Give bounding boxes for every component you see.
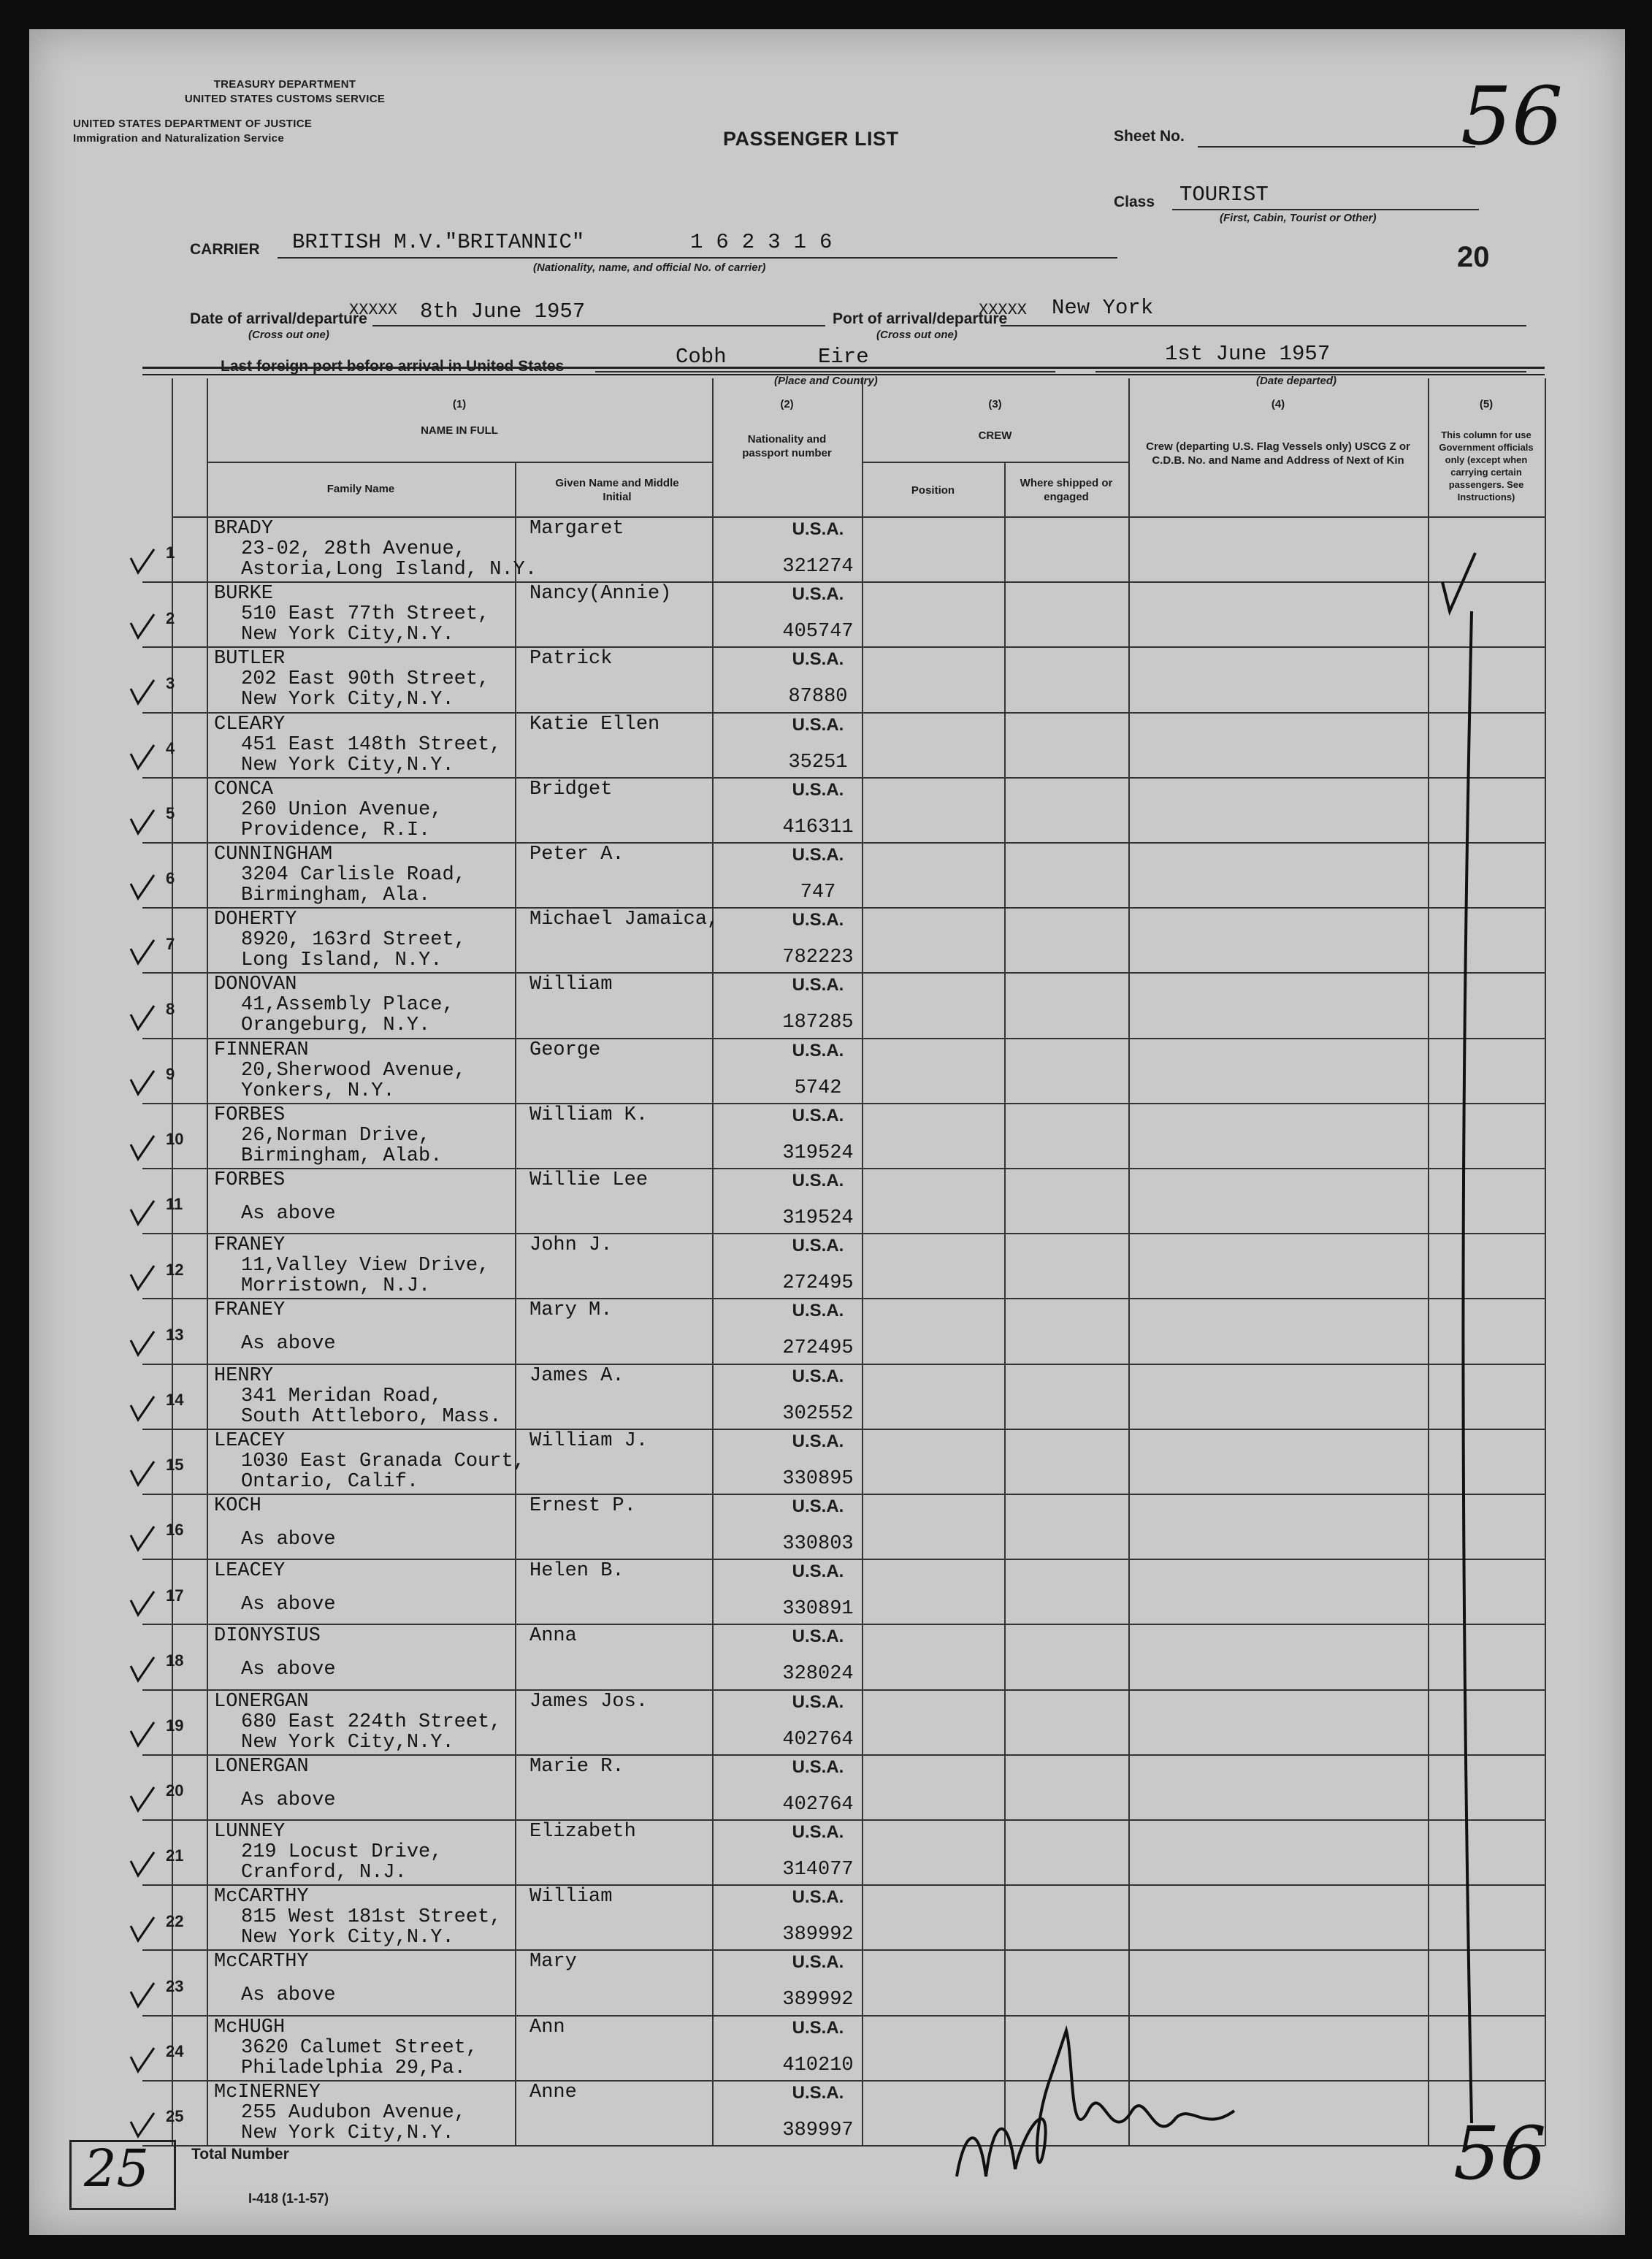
row-number: 17 [166, 1586, 184, 1605]
row-check-mark [128, 809, 157, 838]
family-name: LEACEY [214, 1429, 286, 1452]
nationality: U.S.A. [792, 1497, 844, 1516]
family-name: CLEARY [214, 713, 286, 735]
family-name: KOCH [214, 1495, 261, 1517]
nationality: U.S.A. [792, 975, 844, 995]
family-name: FRANEY [214, 1299, 286, 1322]
passport-number: 35251 [788, 751, 848, 773]
given-name: William [529, 974, 613, 996]
col-5-title: This column for use Government officials only (except when carrying certain passengers. See Instructions) [1439, 429, 1534, 502]
family-name: McCARTHY [214, 1886, 309, 1908]
address-line-2: New York City,N.Y. [241, 624, 454, 646]
table-row [142, 1298, 1545, 1364]
given-name: Willie Lee [529, 1169, 649, 1191]
address-line-2: Philadelphia 29,Pa. [241, 2057, 466, 2079]
carrier-label: CARRIER [190, 241, 260, 258]
class-value: TOURIST [1179, 183, 1269, 207]
family-name: FINNERAN [214, 1039, 309, 1061]
address-line-1: 20,Sherwood Avenue, [241, 1059, 466, 1082]
family-name: CUNNINGHAM [214, 844, 333, 865]
table-row [142, 1949, 1545, 2016]
row-check-mark [128, 2046, 157, 2076]
row-number: 2 [166, 608, 175, 627]
family-name: BUTLER [214, 648, 286, 670]
nationality: U.S.A. [792, 649, 844, 670]
table-row [142, 712, 1545, 779]
nationality: U.S.A. [792, 1366, 844, 1386]
passport-number: 87880 [788, 686, 848, 708]
table-row [142, 1233, 1545, 1299]
given-name: William [529, 1886, 613, 1908]
address-line-1: As above [241, 1659, 336, 1681]
agency-block-2 [73, 117, 312, 146]
row-check-mark [128, 874, 157, 903]
address-line-1: 3620 Calumet Street, [241, 2036, 478, 2059]
passport-number: 272495 [782, 1272, 854, 1295]
passport-number: 782223 [782, 947, 854, 969]
row-number: 16 [166, 1521, 184, 1540]
nationality: U.S.A. [792, 1171, 844, 1190]
row-check-mark [128, 1590, 157, 1619]
agency-block [131, 77, 438, 107]
address-line-1: 815 West 181st Street, [241, 1906, 502, 1929]
table-row [142, 1103, 1545, 1169]
row-number: 9 [166, 1065, 175, 1084]
passport-number: 302552 [782, 1402, 854, 1425]
row-number: 10 [166, 1130, 184, 1149]
given-name: James A. [529, 1364, 624, 1387]
address-line-1: 1030 East Granada Court, [241, 1450, 525, 1472]
table-row [142, 1884, 1545, 1951]
address-line-2: South Attleboro, Mass. [241, 1405, 502, 1428]
col-3-number: (3) [988, 398, 1002, 410]
port-caption: (Cross out one) [876, 329, 957, 341]
family-name: LONERGAN [214, 1690, 309, 1713]
row-check-mark [128, 1264, 157, 1293]
table-row [142, 777, 1545, 844]
sheet-label: Sheet No. [1114, 128, 1185, 145]
nationality: U.S.A. [792, 584, 844, 605]
family-name: FORBES [214, 1169, 286, 1191]
address-line-2: New York City,N.Y. [241, 1927, 454, 1949]
row-number: 4 [166, 739, 175, 758]
agency-line-3: UNITED STATES DEPARTMENT OF JUSTICE [73, 118, 313, 130]
given-name: Mary M. [529, 1299, 613, 1322]
family-name: McHUGH [214, 2016, 286, 2038]
passport-number: 402764 [782, 1793, 854, 1816]
family-name: DIONYSIUS [214, 1625, 321, 1648]
col-position-header: Position [911, 484, 955, 497]
address-line-1: 510 East 77th Street, [241, 603, 490, 626]
port-label: Port of arrival/departure [833, 310, 1008, 327]
family-name: McCARTHY [214, 1951, 309, 1973]
row-check-mark [128, 1721, 157, 1750]
col-family-header: Family Name [326, 483, 395, 495]
passport-number: 410210 [782, 2054, 854, 2076]
family-name: LONERGAN [214, 1755, 309, 1778]
col-4-number: (4) [1271, 398, 1285, 410]
row-check-mark [128, 1916, 157, 1945]
passport-number: 319524 [782, 1142, 854, 1164]
nationality: U.S.A. [792, 2082, 844, 2103]
agency-line-2: UNITED STATES CUSTOMS SERVICE [184, 93, 386, 105]
given-name: William J. [529, 1429, 649, 1452]
table-row [142, 1819, 1545, 1886]
row-number: 18 [166, 1651, 184, 1670]
page-number: 20 [1457, 241, 1490, 273]
table-row [142, 1559, 1545, 1625]
given-name: Marie R. [529, 1755, 624, 1778]
passport-number: 272495 [782, 1337, 854, 1360]
col-1-number: (1) [452, 398, 467, 410]
agency-line-4: Immigration and Naturalization Service [73, 132, 284, 145]
passenger-list-document [29, 29, 1625, 2235]
row-check-mark [128, 1786, 157, 1815]
col-3-title: CREW [978, 429, 1012, 442]
arrival-date-struck: XXXXX [349, 301, 398, 319]
last-port-country: Eire [818, 345, 869, 369]
nationality: U.S.A. [792, 1887, 844, 1908]
row-number: 22 [166, 1911, 184, 1930]
row-check-mark [128, 1395, 157, 1424]
address-line-2: Providence, R.I. [241, 819, 431, 841]
row-check-mark [128, 1004, 157, 1033]
table-row [142, 646, 1545, 713]
nationality: U.S.A. [792, 1627, 844, 1647]
row-number: 8 [166, 999, 175, 1018]
row-check-mark [128, 2111, 157, 2141]
passport-number: 747 [800, 882, 836, 903]
row-number: 13 [166, 1325, 184, 1344]
address-line-1: 260 Union Avenue, [241, 798, 443, 821]
total-number-value: 25 [84, 2138, 150, 2198]
table-row [142, 2015, 1545, 2082]
family-name: BURKE [214, 583, 274, 605]
given-name: Michael Jamaica, [529, 909, 719, 931]
carrier-official-no: 162316 [690, 230, 846, 254]
row-check-mark [128, 1981, 157, 2011]
row-number: 14 [166, 1391, 184, 1410]
row-check-mark [128, 1851, 157, 1880]
row-number: 5 [166, 804, 175, 823]
given-name: George [529, 1039, 601, 1061]
carrier-value: BRITISH M.V."BRITANNIC" [292, 230, 585, 254]
given-name: Bridget [529, 778, 613, 800]
address-line-1: 8920, 163rd Street, [241, 929, 466, 952]
table-row [142, 1038, 1545, 1104]
nationality: U.S.A. [792, 779, 844, 800]
passenger-table [142, 367, 1545, 2171]
nationality: U.S.A. [792, 1692, 844, 1712]
address-line-1: 451 East 148th Street, [241, 733, 502, 756]
row-number: 12 [166, 1260, 184, 1279]
address-line-2: New York City,N.Y. [241, 754, 454, 776]
family-name: BRADY [214, 518, 274, 540]
passport-number: 389992 [782, 1989, 854, 2011]
given-name: Ernest P. [529, 1495, 636, 1517]
row-number: 3 [166, 673, 175, 692]
address-line-1: 41,Assembly Place, [241, 994, 454, 1017]
col-shipped-header: Where shipped or engaged [1020, 477, 1113, 503]
nationality: U.S.A. [792, 519, 844, 539]
row-number: 15 [166, 1456, 184, 1475]
address-line-1: As above [241, 1984, 336, 2007]
passport-number: 319524 [782, 1207, 854, 1229]
row-number: 23 [166, 1976, 184, 1995]
row-check-mark [128, 1134, 157, 1163]
last-port-place: Cobh [676, 345, 727, 369]
address-line-2: Long Island, N.Y. [241, 949, 443, 972]
given-name: John J. [529, 1234, 613, 1257]
address-line-1: As above [241, 1203, 336, 1225]
table-row [142, 2080, 1545, 2147]
passport-number: 389997 [782, 2119, 854, 2141]
passport-number: 405747 [782, 621, 854, 643]
col-2-title: Nationality and passport number [742, 433, 832, 459]
row-check-mark [128, 548, 157, 577]
table-row [142, 1494, 1545, 1560]
family-name: DONOVAN [214, 974, 297, 996]
agency-line-1: TREASURY DEPARTMENT [213, 78, 356, 91]
address-line-2: Birmingham, Alab. [241, 1144, 443, 1167]
family-name: FORBES [214, 1104, 286, 1126]
address-line-1: 219 Locust Drive, [241, 1841, 443, 1863]
address-line-2: Astoria,Long Island, N.Y. [241, 559, 538, 581]
address-line-2: Ontario, Calif. [241, 1470, 419, 1493]
address-line-2: New York City,N.Y. [241, 689, 454, 711]
address-line-1: 341 Meridan Road, [241, 1385, 443, 1407]
given-name: Nancy(Annie) [529, 583, 672, 605]
family-name: FRANEY [214, 1234, 286, 1257]
given-name: Mary [529, 1951, 577, 1973]
address-line-1: 680 East 224th Street, [241, 1711, 502, 1733]
passport-number: 416311 [782, 816, 854, 838]
address-line-2: New York City,N.Y. [241, 1731, 454, 1754]
col-2-number: (2) [780, 398, 794, 410]
family-name: LUNNEY [214, 1821, 286, 1843]
family-name: DOHERTY [214, 909, 297, 931]
table-row [142, 972, 1545, 1039]
given-name: Anna [529, 1625, 577, 1648]
address-line-1: As above [241, 1333, 336, 1356]
nationality: U.S.A. [792, 1757, 844, 1777]
address-line-1: 255 Audubon Avenue, [241, 2101, 466, 2124]
port-value: New York [1052, 296, 1154, 320]
passport-number: 5742 [794, 1077, 842, 1099]
address-line-1: As above [241, 1594, 336, 1616]
row-number: 1 [166, 543, 175, 562]
passport-number: 389992 [782, 1924, 854, 1946]
nationality: U.S.A. [792, 910, 844, 930]
nationality: U.S.A. [792, 2017, 844, 2038]
passport-number: 402764 [782, 1728, 854, 1751]
nationality: U.S.A. [792, 1952, 844, 1973]
form-title: PASSENGER LIST [723, 128, 899, 150]
address-line-1: 202 East 90th Street, [241, 668, 490, 691]
given-name: Patrick [529, 648, 613, 670]
table-row [142, 516, 1545, 583]
nationality: U.S.A. [792, 845, 844, 865]
arrival-date-label: Date of arrival/departure [190, 310, 367, 327]
address-line-2: Yonkers, N.Y. [241, 1079, 395, 1102]
given-name: James Jos. [529, 1690, 649, 1713]
table-row [142, 1364, 1545, 1430]
row-check-mark [128, 1656, 157, 1685]
nationality: U.S.A. [792, 1562, 844, 1582]
row-number: 21 [166, 1846, 184, 1865]
row-number: 7 [166, 934, 175, 953]
given-name: Elizabeth [529, 1821, 636, 1843]
row-number: 11 [166, 1195, 183, 1214]
row-check-mark [128, 1069, 157, 1098]
row-check-mark [128, 744, 157, 773]
table-row [142, 1689, 1545, 1756]
inspector-signature [942, 2001, 1249, 2198]
row-number: 6 [166, 869, 175, 888]
row-number: 24 [166, 2042, 184, 2061]
row-check-mark [128, 939, 157, 968]
nationality: U.S.A. [792, 1822, 844, 1842]
col-given-header: Given Name and Middle Initial [555, 477, 679, 503]
col-1-title: NAME IN FULL [421, 424, 498, 437]
table-row [142, 842, 1545, 909]
passport-number: 330803 [782, 1533, 854, 1555]
passport-number: 187285 [782, 1012, 854, 1034]
table-row [142, 1429, 1545, 1495]
given-name: Ann [529, 2016, 565, 2038]
total-number-label: Total Number [191, 2146, 289, 2163]
row-number: 19 [166, 1716, 184, 1735]
form-number: I-418 (1-1-57) [248, 2191, 329, 2206]
passport-number: 321274 [782, 556, 854, 578]
family-name: CONCA [214, 778, 274, 800]
given-name: Margaret [529, 518, 624, 540]
arrival-date-value: 8th June 1957 [420, 299, 586, 324]
row-check-mark [128, 1525, 157, 1554]
address-line-2: New York City,N.Y. [241, 2122, 454, 2144]
row-check-mark [128, 1330, 157, 1359]
official-check-mark [1428, 516, 1545, 2152]
address-line-2: Birmingham, Ala. [241, 884, 431, 906]
arrival-date-caption: (Cross out one) [248, 329, 329, 341]
table-row [142, 907, 1545, 974]
nationality: U.S.A. [792, 1431, 844, 1451]
nationality: U.S.A. [792, 714, 844, 735]
row-number: 20 [166, 1781, 184, 1800]
given-name: Anne [529, 2081, 577, 2103]
carrier-caption: (Nationality, name, and official No. of carrier) [533, 261, 766, 274]
nationality: U.S.A. [792, 1040, 844, 1060]
col-5-number: (5) [1479, 398, 1494, 410]
last-port-place-caption: (Place and Country) [774, 375, 878, 387]
sheet-number: 56 [1461, 69, 1563, 163]
address-line-1: 26,Norman Drive, [241, 1124, 431, 1147]
given-name: Peter A. [529, 844, 624, 865]
class-label: Class [1114, 194, 1155, 210]
family-name: LEACEY [214, 1560, 286, 1583]
table-row [142, 581, 1545, 648]
table-row [142, 1624, 1545, 1690]
address-line-2: Orangeburg, N.Y. [241, 1014, 431, 1037]
passport-number: 314077 [782, 1859, 854, 1881]
col-4-title: Crew (departing U.S. Flag Vessels only) USCG Z or C.D.B. No. and Name and Address of Next of Kin [1146, 440, 1410, 467]
address-line-2: Morristown, N.J. [241, 1275, 431, 1298]
family-name: HENRY [214, 1364, 274, 1387]
row-number: 25 [166, 2107, 184, 2126]
address-line-1: 3204 Carlisle Road, [241, 864, 466, 886]
last-port-label: Last foreign port before arrival in United States [221, 358, 565, 375]
given-name: Katie Ellen [529, 713, 660, 735]
row-check-mark [128, 679, 157, 708]
family-name: McINERNEY [214, 2081, 321, 2103]
table-row [142, 1754, 1545, 1821]
given-name: William K. [529, 1104, 649, 1126]
nationality: U.S.A. [792, 1105, 844, 1125]
last-port-date: 1st June 1957 [1165, 342, 1331, 366]
last-port-date-caption: (Date departed) [1256, 375, 1337, 387]
class-caption: (First, Cabin, Tourist or Other) [1220, 212, 1377, 224]
passport-number: 330895 [782, 1467, 854, 1490]
table-row [142, 1168, 1545, 1234]
passport-number: 330891 [782, 1598, 854, 1621]
row-check-mark [128, 1460, 157, 1489]
address-line-1: As above [241, 1789, 336, 1811]
nationality: U.S.A. [792, 1301, 844, 1321]
address-line-1: 23-02, 28th Avenue, [241, 538, 466, 560]
row-check-mark [128, 613, 157, 642]
port-struck: XXXXX [979, 301, 1028, 319]
given-name: Helen B. [529, 1560, 624, 1583]
address-line-1: As above [241, 1529, 336, 1551]
address-line-2: Cranford, N.J. [241, 1862, 407, 1884]
row-check-mark [128, 1199, 157, 1228]
address-line-1: 11,Valley View Drive, [241, 1255, 490, 1277]
passport-number: 328024 [782, 1663, 854, 1686]
bottom-handwritten-number: 56 [1453, 2111, 1547, 2196]
nationality: U.S.A. [792, 1236, 844, 1256]
